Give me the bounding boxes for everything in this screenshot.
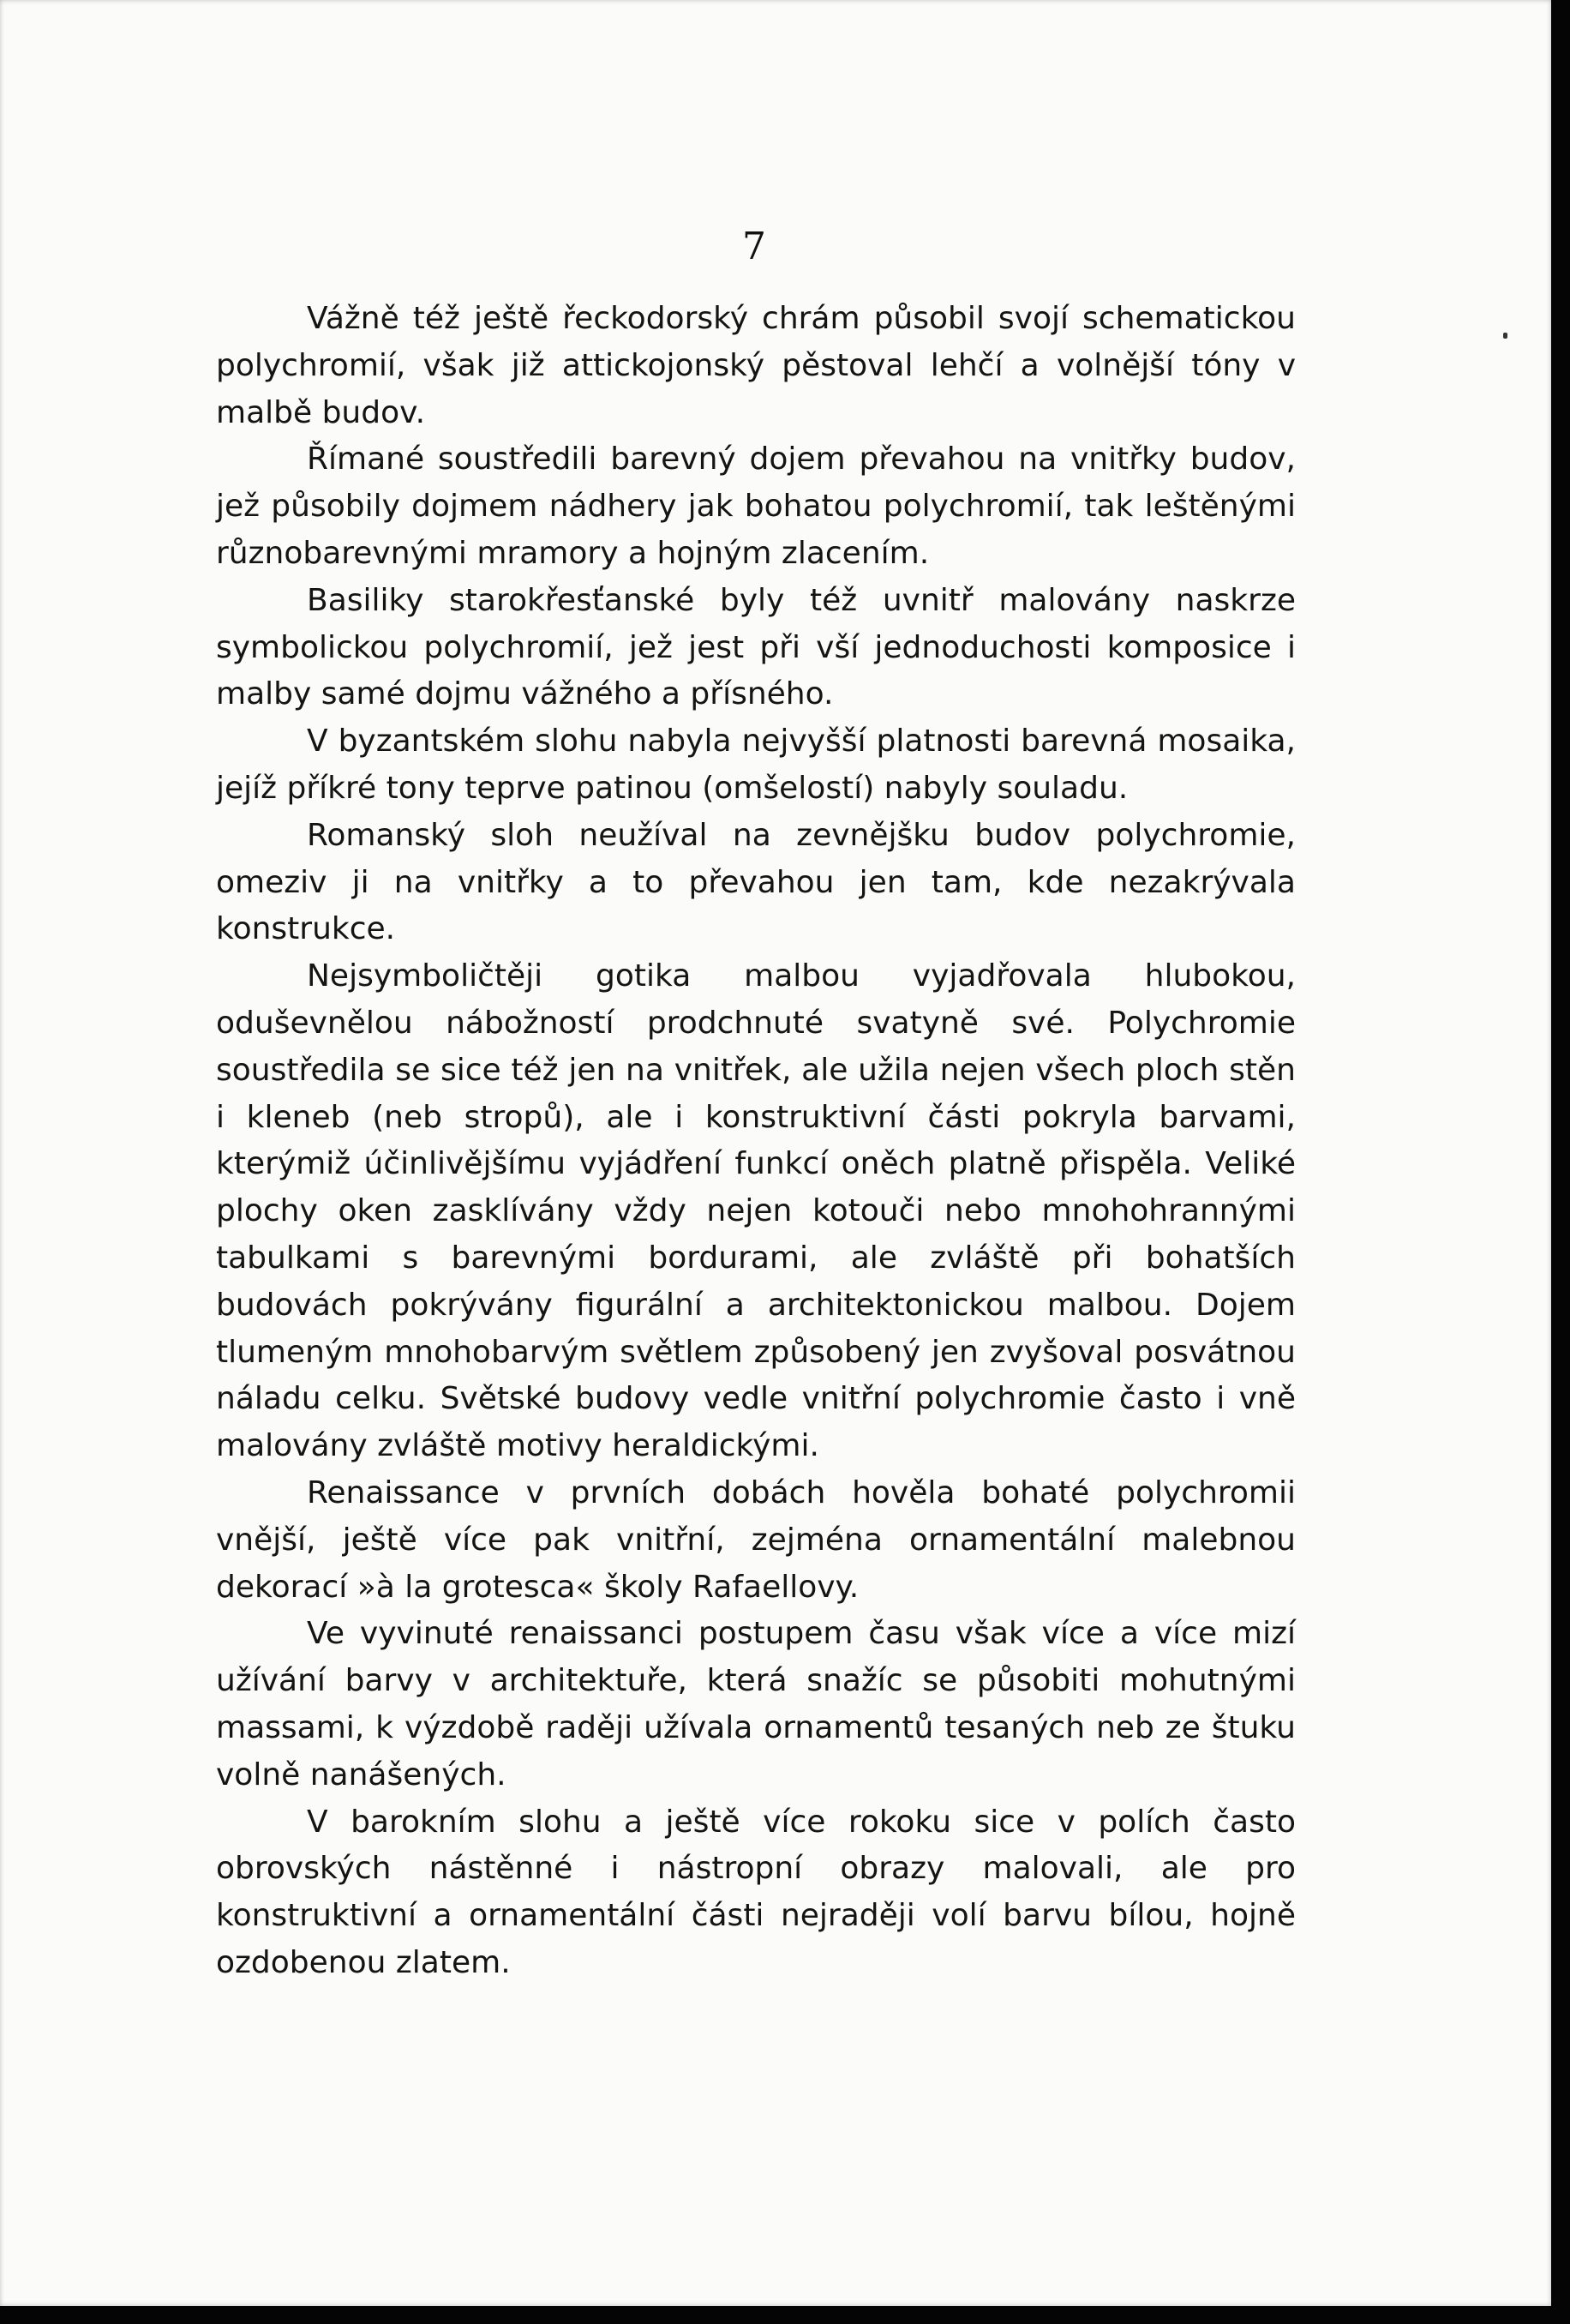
- paragraph: Nejsymboličtěji gotika malbou vyjadřovala hlubokou, oduševnělou nábožností prodchnuté svatyně své. Polychromie soustředila se sice též jen na vnitřek, ale užila nejen všech ploch stěn i kleneb (neb stropů), ale i konstruktivní části pokryla barvami, kterýmiž účinlivějšímu vyjádření funkcí oněch platně přispěla. Veliké plochy oken zasklívány vždy nejen kotouči nebo mnohohrannými tabulkami s barevnými bordurami, ale zvláště při bohatších budovách pokrývány figurální a architektonickou malbou. Dojem tlumeným mnohobarvým světlem způsobený jen zvyšoval posvátnou náladu celku. Světské budovy vedle vnitřní polychromie často i vně malovány zvláště motivy heraldickými.: [216, 958, 1296, 1464]
- paragraph: Romanský sloh neužíval na zevnějšku budov polychromie, omeziv ji na vnitřky a to převahou jen tam, kde nezakrývala konstrukce.: [216, 817, 1296, 947]
- paragraph: V barokním slohu a ještě více rokoku sice v polích často obrovských nástěnné i nástropní obrazy malovali, ale pro konstruktivní a ornamentální části nejraději volí barvu bílou, hojně ozdobenou zlatem.: [216, 1804, 1296, 1980]
- paragraph: Renaissance v prvních dobách hověla bohaté polychromii vnější, ještě více pak vnitřní, zejména ornamentální malebnou dekorací »à la grotesca« školy Rafaellovy.: [216, 1474, 1296, 1605]
- scan-border-bottom: [0, 2306, 1570, 2324]
- page-number: 7: [742, 225, 766, 268]
- scan-border-right: [1551, 0, 1570, 2324]
- paragraph: Basiliky starokřesťanské byly též uvnitř malovány naskrze symbolickou polychromií, jež jest při vší jednoduchosti komposice i malby samé dojmu vážného a přísného.: [216, 582, 1296, 712]
- paragraph: Ve vyvinuté renaissanci postupem času však více a více mizí užívání barvy v architektuře, která snažíc se působiti mohutnými massami, k výzdobě raději užívala ornamentů tesaných neb ze štuku volně nanášených.: [216, 1616, 1296, 1793]
- paragraph: Vážně též ještě řeckodorský chrám působil svojí schematickou polychromií, však již attickojonský pěstoval lehčí a volnější tóny v malbě budov.: [216, 301, 1296, 430]
- scan-speck: [1503, 333, 1507, 339]
- paragraph: Římané soustředili barevný dojem převahou na vnitřky budov, jež působily dojmem nádhery jak bohatou polychromií, tak leštěnými různobarevnými mramory a hojným zlacením.: [216, 441, 1296, 571]
- body-text: [216, 296, 1296, 1987]
- paragraph: V byzantském slohu nabyla nejvyšší platnosti barevná mosaika, jejíž příkré tony teprve patinou (omšelostí) nabyly souladu.: [216, 724, 1296, 806]
